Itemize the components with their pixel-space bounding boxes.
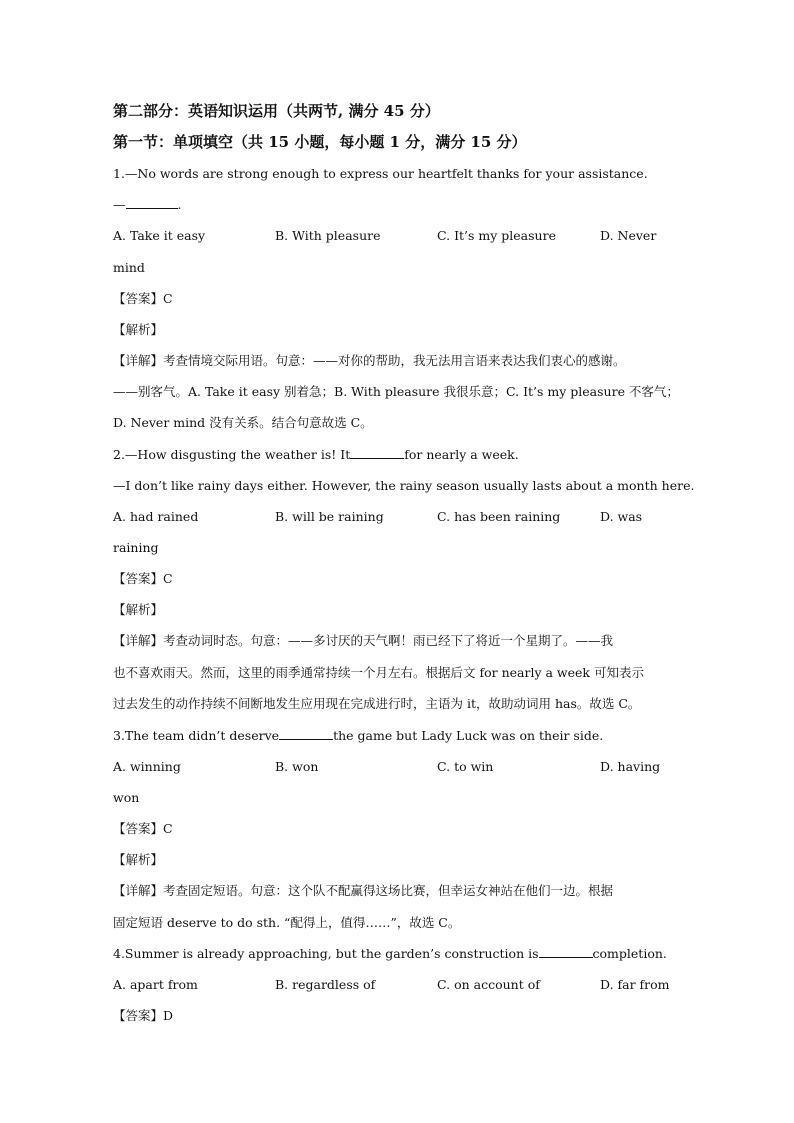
detail-text: 考查固定短语。句意：这个队不配赢得这场比赛，但幸运女神站在他们一边。根据 <box>163 883 614 898</box>
option-c: C. has been raining <box>437 509 561 524</box>
detail-line <box>113 881 613 901</box>
option-b: B. With pleasure <box>275 228 381 243</box>
question-3-stem <box>113 726 603 746</box>
option-a: A. apart from <box>113 977 198 992</box>
stem-prefix: 2.—How disgusting the weather is! It <box>113 447 351 462</box>
answer-blank <box>350 445 404 459</box>
reply-prefix: — <box>113 197 126 212</box>
question-2-line2: —I don’t like rainy days either. However, the rainy season usually lasts about a month here. <box>113 478 695 493</box>
answer-value: C <box>163 821 173 836</box>
answer-blank <box>126 195 178 209</box>
option-d-wrap: raining <box>113 540 159 555</box>
analysis-tag: 【解析】 <box>113 322 164 337</box>
question-1-stem: 1.—No words are strong enough to express our heartfelt thanks for your assistance. <box>113 166 648 181</box>
stem-suffix: for nearly a week. <box>404 447 519 462</box>
answer-value: D <box>163 1008 174 1023</box>
option-c: C. to win <box>437 759 494 774</box>
option-a: A. had rained <box>113 509 199 524</box>
question-1-reply <box>113 195 181 215</box>
option-b: B. will be raining <box>275 509 384 524</box>
detail-text: 考查动词时态。句意：——多讨厌的天气啊！雨已经下了将近一个星期了。——我 <box>163 633 614 648</box>
option-d-wrap: won <box>113 790 140 805</box>
option-b: B. won <box>275 759 319 774</box>
answer-line <box>113 289 173 309</box>
option-b: B. regardless of <box>275 977 376 992</box>
stem-prefix: 4.Summer is already approaching, but the garden’s construction is <box>113 946 539 961</box>
question-2-stem <box>113 445 519 465</box>
answer-line <box>113 1006 173 1026</box>
answer-value: C <box>163 291 173 306</box>
stem-suffix: completion. <box>592 946 667 961</box>
option-a: A. Take it easy <box>113 228 206 243</box>
analysis-tag: 【解析】 <box>113 602 164 617</box>
detail-line: 过去发生的动作持续不间断地发生应用现在完成进行时，主语为 it，故助动词用 has。故选 C。 <box>113 696 641 711</box>
detail-line: D. Never mind 没有关系。结合句意故选 C。 <box>113 415 373 430</box>
detail-text: 考查情境交际用语。句意：——对你的帮助，我无法用言语来表达我们衷心的感谢。 <box>163 353 626 368</box>
detail-tag: 【详解】 <box>113 883 164 898</box>
answer-value: C <box>163 571 173 586</box>
detail-tag: 【详解】 <box>113 353 164 368</box>
answer-tag: 【答案】 <box>113 821 164 836</box>
option-d: D. far from <box>600 977 670 992</box>
answer-tag: 【答案】 <box>113 571 164 586</box>
answer-line <box>113 819 173 839</box>
detail-line: 固定短语 deserve to do sth. “配得上，值得……”，故选 C。 <box>113 915 461 930</box>
option-d: D. having <box>600 759 661 774</box>
option-a: A. winning <box>113 759 181 774</box>
stem-suffix: the game but Lady Luck was on their side. <box>333 728 604 743</box>
answer-blank <box>539 944 593 958</box>
detail-tag: 【详解】 <box>113 633 164 648</box>
option-d: D. Never <box>600 228 657 243</box>
detail-line <box>113 351 626 371</box>
answer-tag: 【答案】 <box>113 1008 164 1023</box>
detail-line <box>113 631 613 651</box>
reply-suffix: . <box>177 197 182 212</box>
answer-tag: 【答案】 <box>113 291 164 306</box>
question-4-stem <box>113 944 667 964</box>
analysis-tag: 【解析】 <box>113 852 164 867</box>
subsection-heading: 第一节：单项填空（共 15 小题，每小题 1 分，满分 15 分） <box>113 133 527 151</box>
answer-line <box>113 569 173 589</box>
option-c: C. on account of <box>437 977 540 992</box>
option-d: D. was <box>600 509 643 524</box>
option-c: C. It’s my pleasure <box>437 228 556 243</box>
answer-blank <box>279 726 333 740</box>
section-heading: 第二部分：英语知识运用（共两节, 满分 45 分） <box>113 102 440 120</box>
stem-prefix: 3.The team didn’t deserve <box>113 728 280 743</box>
detail-line: 也不喜欢雨天。然而，这里的雨季通常持续一个月左右。根据后文 for nearly a week 可知表示 <box>113 665 644 680</box>
detail-line: ——别客气。A. Take it easy 别着急；B. With pleasure 我很乐意；C. It’s my pleasure 不客气； <box>113 384 679 399</box>
option-d-wrap: mind <box>113 260 145 275</box>
